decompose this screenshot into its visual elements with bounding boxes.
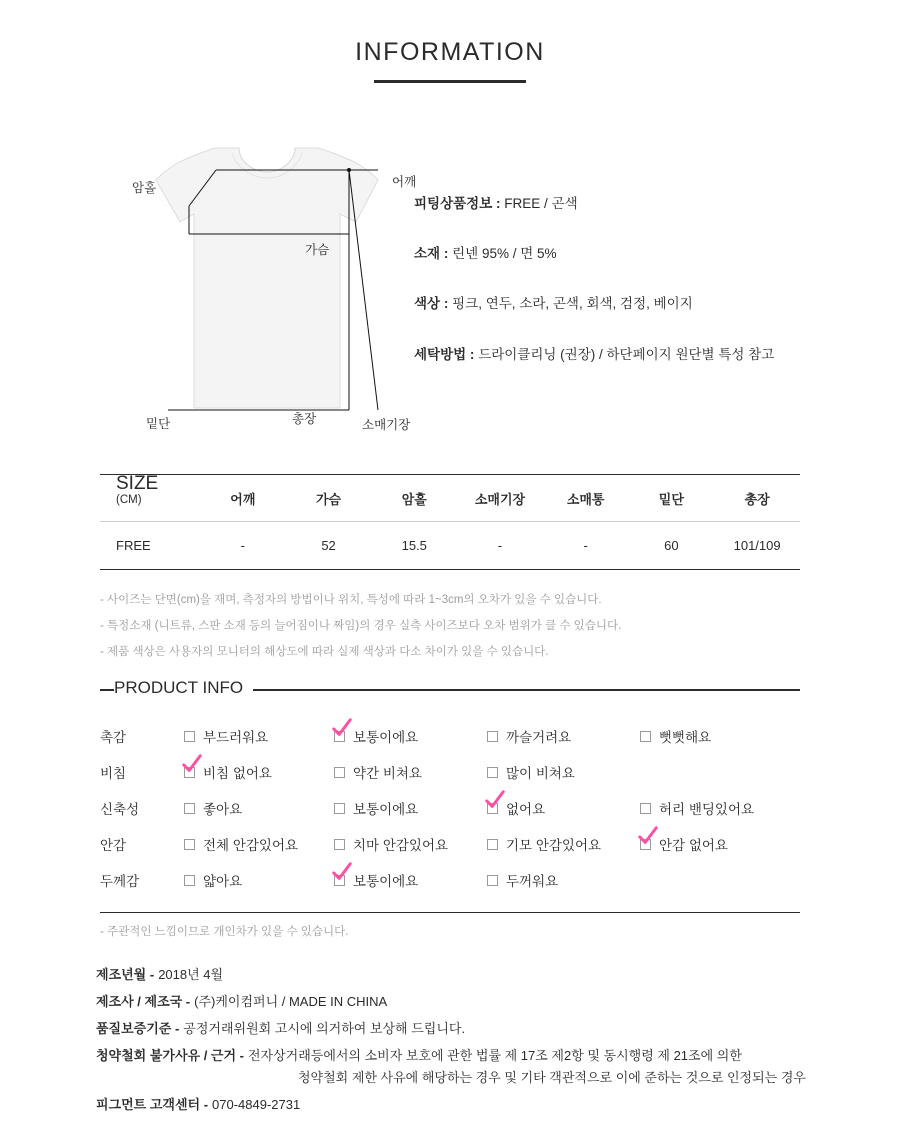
checkbox[interactable] — [487, 839, 498, 850]
footer-value: (주)케이컴퍼니 / MADE IN CHINA — [194, 994, 388, 1009]
option-label: 뻣뻣해요 — [659, 730, 712, 745]
spec-row — [414, 296, 874, 312]
product-info-option-empty — [640, 870, 810, 890]
option-label: 없어요 — [506, 802, 546, 817]
product-info-options — [184, 834, 810, 854]
spec-key: 세탁방법 : — [414, 346, 475, 362]
size-notes — [100, 588, 840, 666]
size-heading-text: SIZE — [116, 473, 159, 494]
table-header-row — [100, 475, 800, 522]
spec-list — [414, 196, 874, 363]
product-info-option[interactable] — [334, 834, 487, 854]
spec-row — [414, 246, 874, 262]
footer-key: 피그먼트 고객센터 - — [96, 1097, 209, 1112]
checkbox[interactable] — [334, 875, 345, 886]
footer-row — [96, 1022, 856, 1035]
product-info-option[interactable] — [184, 798, 334, 818]
spec-value: FREE / 곤색 — [504, 196, 578, 211]
product-info-row — [100, 754, 800, 790]
checkbox[interactable] — [487, 731, 498, 742]
footer-value — [248, 1049, 806, 1084]
size-col-header: 소매통 — [543, 475, 629, 522]
checkbox[interactable] — [487, 875, 498, 886]
checkbox[interactable] — [334, 803, 345, 814]
product-info-option[interactable] — [640, 798, 810, 818]
checkbox[interactable] — [184, 839, 195, 850]
size-col-header: 가슴 — [286, 475, 372, 522]
product-info-header — [100, 678, 800, 704]
checkbox[interactable] — [487, 767, 498, 778]
option-label: 약간 비쳐요 — [353, 766, 422, 781]
footer-info — [96, 968, 856, 1125]
footer-key: 품질보증기준 - — [96, 1021, 180, 1036]
option-label: 많이 비쳐요 — [506, 766, 575, 781]
size-col-header: 밑단 — [629, 475, 715, 522]
product-info-note: - 주관적인 느낌이므로 개인차가 있을 수 있습니다. — [100, 926, 349, 938]
option-label: 보통이에요 — [353, 802, 419, 817]
option-label: 기모 안감있어요 — [506, 838, 602, 853]
checkbox[interactable] — [487, 803, 498, 814]
footer-value: 공정거래위원회 고시에 의거하여 보상해 드립니다. — [183, 1021, 466, 1036]
size-heading — [116, 474, 158, 507]
option-label: 까슬거려요 — [506, 730, 572, 745]
footer-value: 070-4849-2731 — [212, 1097, 301, 1112]
refund-line-1: 전자상거래등에서의 소비자 보호에 관한 법률 제 17조 제2항 및 동시행령 제 21조에 의한 — [247, 1048, 742, 1063]
checkbox[interactable] — [334, 731, 345, 742]
label-shoulder: 어깨 — [392, 175, 417, 189]
size-note: - 제품 색상은 사용자의 모니터의 해상도에 따라 실제 색상과 다소 차이가 있을 수 있습니다. — [100, 645, 549, 658]
garment-illustration — [120, 110, 450, 450]
option-label: 안감 없어요 — [659, 838, 728, 853]
product-info-options — [184, 870, 810, 890]
label-hem: 밑단 — [146, 417, 171, 431]
checkbox[interactable] — [184, 767, 195, 778]
product-info-option[interactable] — [487, 762, 640, 782]
spec-key: 소재 : — [414, 246, 449, 262]
size-section — [100, 474, 800, 570]
product-info-row — [100, 826, 800, 862]
option-label: 전체 안감있어요 — [203, 838, 299, 853]
footer-refund-row — [96, 1049, 856, 1084]
spec-key: 피팅상품정보 : — [414, 196, 501, 211]
option-label: 좋아요 — [203, 802, 243, 817]
footer-row — [96, 995, 856, 1008]
product-info-row — [100, 862, 800, 898]
size-col-header: 어깨 — [200, 475, 286, 522]
size-note: - 특정소재 (니트류, 스판 소재 등의 늘어짐이나 짜임)의 경우 실측 사이즈보다 오차 범위가 클 수 있습니다. — [100, 619, 622, 632]
checkbox[interactable] — [640, 839, 651, 850]
product-info-option[interactable] — [640, 726, 810, 746]
product-info-option[interactable] — [334, 762, 487, 782]
size-cell: - — [200, 522, 286, 570]
size-row-name: FREE — [100, 522, 200, 570]
page-title: INFORMATION — [355, 38, 545, 66]
product-info-option[interactable] — [487, 726, 640, 746]
option-label: 부드러워요 — [203, 730, 269, 745]
footer-key: 청약철회 불가사유 / 근거 - — [96, 1048, 244, 1063]
spec-value: 드라이클리닝 (권장) / 하단페이지 원단별 특성 참고 — [478, 346, 775, 362]
product-info-option[interactable] — [334, 870, 487, 890]
spec-key: 색상 : — [414, 296, 449, 312]
product-info-option-empty — [640, 762, 810, 782]
product-info-option[interactable] — [487, 834, 640, 854]
size-cell: 60 — [629, 522, 715, 570]
product-info-options — [184, 762, 810, 782]
product-info-options — [184, 798, 810, 818]
garment-diagram — [120, 110, 450, 450]
option-label: 두꺼워요 — [506, 874, 559, 889]
table-row — [100, 522, 800, 570]
footer-contact-row — [96, 1098, 856, 1111]
checkbox[interactable] — [640, 731, 651, 742]
option-label: 보통이에요 — [353, 730, 419, 745]
option-label: 비침 없어요 — [203, 766, 272, 781]
size-cell: 52 — [286, 522, 372, 570]
size-unit: (CM) — [116, 494, 142, 506]
checkbox[interactable] — [334, 767, 345, 778]
spec-row — [414, 347, 874, 363]
refund-line-2: 청약철회 제한 사유에 해당하는 경우 및 기타 객관적으로 이에 준하는 것으로 인정되는 경우 — [297, 1070, 806, 1085]
option-label: 치마 안감있어요 — [353, 838, 449, 853]
size-cell: 15.5 — [371, 522, 457, 570]
product-info-option[interactable] — [334, 798, 487, 818]
spec-value: 린넨 95% / 면 5% — [452, 246, 557, 262]
label-total-length: 총장 — [292, 412, 317, 426]
product-info-option[interactable] — [487, 870, 640, 890]
checkbox[interactable] — [184, 875, 195, 886]
product-info-row-label: 안감 — [100, 838, 127, 853]
spec-value: 핑크, 연두, 소라, 곤색, 회색, 검정, 베이지 — [452, 296, 693, 312]
option-label: 보통이에요 — [353, 874, 419, 889]
checkbox[interactable] — [334, 839, 345, 850]
product-info-row-label: 두께감 — [100, 874, 140, 889]
product-info-options — [184, 726, 810, 746]
checkbox[interactable] — [184, 731, 195, 742]
product-info-rule-stub — [100, 689, 114, 691]
product-info-option[interactable] — [184, 834, 334, 854]
label-chest: 가슴 — [305, 243, 330, 257]
title-underline — [374, 80, 526, 83]
size-cell: - — [457, 522, 543, 570]
footer-key: 제조년월 - — [96, 967, 155, 982]
product-info-option[interactable] — [640, 834, 810, 854]
product-info-body — [100, 718, 800, 913]
product-info-option[interactable] — [184, 726, 334, 746]
size-cell: 101/109 — [714, 522, 800, 570]
label-armhole: 암홀 — [132, 181, 157, 195]
product-info-option[interactable] — [184, 762, 334, 782]
size-col-header: 총장 — [714, 475, 800, 522]
spec-row — [414, 196, 874, 212]
size-col-header: 소매기장 — [457, 475, 543, 522]
product-info-option[interactable] — [487, 798, 640, 818]
option-label: 허리 밴딩있어요 — [659, 802, 755, 817]
product-info-option[interactable] — [184, 870, 334, 890]
product-info-row-label: 비침 — [100, 766, 127, 781]
footer-row — [96, 968, 856, 981]
label-sleeve-length: 소매기장 — [362, 418, 411, 432]
size-table — [100, 474, 800, 570]
footer-value: 2018년 4월 — [158, 967, 224, 982]
checkbox[interactable] — [640, 803, 651, 814]
product-info-row — [100, 790, 800, 826]
product-info-row — [100, 718, 800, 754]
product-info-option[interactable] — [334, 726, 487, 746]
footer-key: 제조사 / 제조국 - — [96, 994, 191, 1009]
product-info-title: PRODUCT INFO — [114, 678, 253, 698]
product-info-section — [100, 678, 800, 939]
checkbox[interactable] — [184, 803, 195, 814]
size-note: - 사이즈는 단면(cm)을 재며, 측정자의 방법이나 위치, 특성에 따라 1~3cm의 오차가 있을 수 있습니다. — [100, 594, 602, 606]
product-info-row-label: 신축성 — [100, 802, 140, 817]
option-label: 얇아요 — [203, 874, 243, 889]
size-col-header: 암홀 — [371, 475, 457, 522]
product-info-row-label: 촉감 — [100, 730, 127, 745]
size-cell: - — [543, 522, 629, 570]
